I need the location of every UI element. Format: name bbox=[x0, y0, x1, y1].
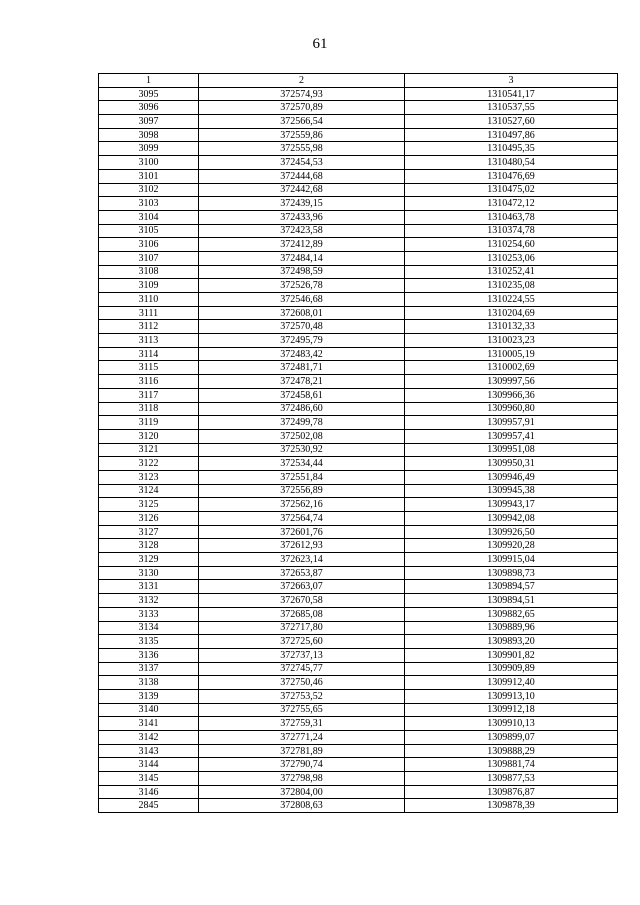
table-row bbox=[99, 621, 618, 635]
table-row bbox=[99, 772, 618, 786]
y-coordinate-cell: 1310480,54 bbox=[405, 156, 618, 170]
x-coordinate-cell: 372790,74 bbox=[199, 758, 405, 772]
table-row bbox=[99, 416, 618, 430]
x-coordinate-cell: 372759,31 bbox=[199, 717, 405, 731]
table-row bbox=[99, 580, 618, 594]
y-coordinate-cell: 1309881,74 bbox=[405, 758, 618, 772]
table-row bbox=[99, 648, 618, 662]
x-coordinate-cell: 372737,13 bbox=[199, 648, 405, 662]
y-coordinate-cell: 1310463,78 bbox=[405, 210, 618, 224]
table-row bbox=[99, 635, 618, 649]
x-coordinate-cell: 372670,58 bbox=[199, 594, 405, 608]
table-row bbox=[99, 279, 618, 293]
y-coordinate-cell: 1309951,08 bbox=[405, 443, 618, 457]
y-coordinate-cell: 1309945,38 bbox=[405, 484, 618, 498]
y-coordinate-cell: 1309913,10 bbox=[405, 689, 618, 703]
y-coordinate-cell: 1310541,17 bbox=[405, 87, 618, 101]
point-number-cell: 3113 bbox=[99, 334, 199, 348]
y-coordinate-cell: 1309957,91 bbox=[405, 416, 618, 430]
point-number-cell: 3132 bbox=[99, 594, 199, 608]
table-row bbox=[99, 758, 618, 772]
point-number-cell: 3112 bbox=[99, 320, 199, 334]
y-coordinate-cell: 1309912,18 bbox=[405, 703, 618, 717]
y-coordinate-cell: 1310023,23 bbox=[405, 334, 618, 348]
x-coordinate-cell: 372564,74 bbox=[199, 512, 405, 526]
y-coordinate-cell: 1309898,73 bbox=[405, 566, 618, 580]
table-row bbox=[99, 566, 618, 580]
table-row bbox=[99, 183, 618, 197]
table-row bbox=[99, 744, 618, 758]
y-coordinate-cell: 1309893,20 bbox=[405, 635, 618, 649]
table-row bbox=[99, 717, 618, 731]
table-row bbox=[99, 251, 618, 265]
x-coordinate-cell: 372685,08 bbox=[199, 607, 405, 621]
x-coordinate-cell: 372439,15 bbox=[199, 197, 405, 211]
table-row bbox=[99, 703, 618, 717]
x-coordinate-cell: 372502,08 bbox=[199, 429, 405, 443]
table-row bbox=[99, 676, 618, 690]
y-coordinate-cell: 1310204,69 bbox=[405, 306, 618, 320]
x-coordinate-cell: 372556,89 bbox=[199, 484, 405, 498]
table-row bbox=[99, 498, 618, 512]
y-coordinate-cell: 1310495,35 bbox=[405, 142, 618, 156]
table-row bbox=[99, 115, 618, 129]
point-number-cell: 3102 bbox=[99, 183, 199, 197]
x-coordinate-cell: 372442,68 bbox=[199, 183, 405, 197]
x-coordinate-cell: 372454,53 bbox=[199, 156, 405, 170]
x-coordinate-cell: 372458,61 bbox=[199, 388, 405, 402]
x-coordinate-cell: 372534,44 bbox=[199, 457, 405, 471]
y-coordinate-cell: 1310472,12 bbox=[405, 197, 618, 211]
x-coordinate-cell: 372498,59 bbox=[199, 265, 405, 279]
table-row bbox=[99, 361, 618, 375]
point-number-cell: 3134 bbox=[99, 621, 199, 635]
point-number-cell: 3137 bbox=[99, 662, 199, 676]
y-coordinate-cell: 1309957,41 bbox=[405, 429, 618, 443]
x-coordinate-cell: 372808,63 bbox=[199, 799, 405, 813]
table-row bbox=[99, 320, 618, 334]
y-coordinate-cell: 1309915,04 bbox=[405, 553, 618, 567]
x-coordinate-cell: 372574,93 bbox=[199, 87, 405, 101]
y-coordinate-cell: 1310253,06 bbox=[405, 251, 618, 265]
x-coordinate-cell: 372608,01 bbox=[199, 306, 405, 320]
x-coordinate-cell: 372555,98 bbox=[199, 142, 405, 156]
point-number-cell: 3127 bbox=[99, 525, 199, 539]
point-number-cell: 3122 bbox=[99, 457, 199, 471]
x-coordinate-cell: 372570,48 bbox=[199, 320, 405, 334]
point-number-cell: 3096 bbox=[99, 101, 199, 115]
y-coordinate-cell: 1310476,69 bbox=[405, 169, 618, 183]
x-coordinate-cell: 372750,46 bbox=[199, 676, 405, 690]
table-row bbox=[99, 169, 618, 183]
y-coordinate-cell: 1309882,65 bbox=[405, 607, 618, 621]
table-row bbox=[99, 539, 618, 553]
point-number-cell: 3143 bbox=[99, 744, 199, 758]
table-row bbox=[99, 210, 618, 224]
y-coordinate-cell: 1309889,96 bbox=[405, 621, 618, 635]
point-number-cell: 3135 bbox=[99, 635, 199, 649]
table-row bbox=[99, 553, 618, 567]
point-number-cell: 3126 bbox=[99, 512, 199, 526]
point-number-cell: 3125 bbox=[99, 498, 199, 512]
point-number-cell: 3120 bbox=[99, 429, 199, 443]
x-coordinate-cell: 372745,77 bbox=[199, 662, 405, 676]
y-coordinate-cell: 1309943,17 bbox=[405, 498, 618, 512]
x-coordinate-cell: 372559,86 bbox=[199, 128, 405, 142]
table-row bbox=[99, 402, 618, 416]
table-row bbox=[99, 484, 618, 498]
point-number-cell: 3131 bbox=[99, 580, 199, 594]
y-coordinate-cell: 1309894,51 bbox=[405, 594, 618, 608]
y-coordinate-cell: 1310497,86 bbox=[405, 128, 618, 142]
table-row bbox=[99, 347, 618, 361]
table-row bbox=[99, 101, 618, 115]
table-row bbox=[99, 265, 618, 279]
table-row bbox=[99, 662, 618, 676]
y-coordinate-cell: 1309920,28 bbox=[405, 539, 618, 553]
table-row bbox=[99, 197, 618, 211]
point-number-cell: 3138 bbox=[99, 676, 199, 690]
y-coordinate-cell: 1309878,39 bbox=[405, 799, 618, 813]
point-number-cell: 3117 bbox=[99, 388, 199, 402]
x-coordinate-cell: 372566,54 bbox=[199, 115, 405, 129]
point-number-cell: 3136 bbox=[99, 648, 199, 662]
x-coordinate-cell: 372755,65 bbox=[199, 703, 405, 717]
x-coordinate-cell: 372717,80 bbox=[199, 621, 405, 635]
table-body bbox=[99, 74, 618, 813]
x-coordinate-cell: 372771,24 bbox=[199, 731, 405, 745]
x-coordinate-cell: 372499,78 bbox=[199, 416, 405, 430]
table-row bbox=[99, 731, 618, 745]
y-coordinate-cell: 1309912,40 bbox=[405, 676, 618, 690]
point-number-cell: 3140 bbox=[99, 703, 199, 717]
y-coordinate-cell: 1309899,07 bbox=[405, 731, 618, 745]
point-number-cell: 3110 bbox=[99, 293, 199, 307]
header-cell-3: 3 bbox=[405, 74, 618, 88]
x-coordinate-cell: 372530,92 bbox=[199, 443, 405, 457]
point-number-cell: 2845 bbox=[99, 799, 199, 813]
table-row bbox=[99, 799, 618, 813]
header-row bbox=[99, 74, 618, 88]
page-number: 61 bbox=[312, 36, 328, 52]
point-number-cell: 3121 bbox=[99, 443, 199, 457]
point-number-cell: 3115 bbox=[99, 361, 199, 375]
x-coordinate-cell: 372412,89 bbox=[199, 238, 405, 252]
x-coordinate-cell: 372478,21 bbox=[199, 375, 405, 389]
x-coordinate-cell: 372423,58 bbox=[199, 224, 405, 238]
point-number-cell: 3098 bbox=[99, 128, 199, 142]
table-row bbox=[99, 470, 618, 484]
y-coordinate-cell: 1310252,41 bbox=[405, 265, 618, 279]
point-number-cell: 3101 bbox=[99, 169, 199, 183]
table-row bbox=[99, 689, 618, 703]
header-cell-2: 2 bbox=[199, 74, 405, 88]
point-number-cell: 3128 bbox=[99, 539, 199, 553]
y-coordinate-cell: 1310224,55 bbox=[405, 293, 618, 307]
point-number-cell: 3107 bbox=[99, 251, 199, 265]
x-coordinate-cell: 372546,68 bbox=[199, 293, 405, 307]
y-coordinate-cell: 1309926,50 bbox=[405, 525, 618, 539]
coordinates-table bbox=[98, 73, 618, 813]
x-coordinate-cell: 372601,76 bbox=[199, 525, 405, 539]
table-row bbox=[99, 87, 618, 101]
point-number-cell: 3124 bbox=[99, 484, 199, 498]
point-number-cell: 3141 bbox=[99, 717, 199, 731]
y-coordinate-cell: 1310235,08 bbox=[405, 279, 618, 293]
point-number-cell: 3139 bbox=[99, 689, 199, 703]
table-row bbox=[99, 375, 618, 389]
point-number-cell: 3130 bbox=[99, 566, 199, 580]
y-coordinate-cell: 1310132,33 bbox=[405, 320, 618, 334]
y-coordinate-cell: 1310374,78 bbox=[405, 224, 618, 238]
point-number-cell: 3145 bbox=[99, 772, 199, 786]
y-coordinate-cell: 1310005,19 bbox=[405, 347, 618, 361]
x-coordinate-cell: 372433,96 bbox=[199, 210, 405, 224]
point-number-cell: 3106 bbox=[99, 238, 199, 252]
x-coordinate-cell: 372483,42 bbox=[199, 347, 405, 361]
y-coordinate-cell: 1309877,53 bbox=[405, 772, 618, 786]
x-coordinate-cell: 372663,07 bbox=[199, 580, 405, 594]
point-number-cell: 3100 bbox=[99, 156, 199, 170]
point-number-cell: 3097 bbox=[99, 115, 199, 129]
point-number-cell: 3108 bbox=[99, 265, 199, 279]
x-coordinate-cell: 372725,60 bbox=[199, 635, 405, 649]
point-number-cell: 3118 bbox=[99, 402, 199, 416]
point-number-cell: 3109 bbox=[99, 279, 199, 293]
y-coordinate-cell: 1309966,36 bbox=[405, 388, 618, 402]
y-coordinate-cell: 1309950,31 bbox=[405, 457, 618, 471]
table-row bbox=[99, 156, 618, 170]
header-cell-1: 1 bbox=[99, 74, 199, 88]
x-coordinate-cell: 372753,52 bbox=[199, 689, 405, 703]
table-row bbox=[99, 594, 618, 608]
table-row bbox=[99, 525, 618, 539]
table-row bbox=[99, 785, 618, 799]
point-number-cell: 3104 bbox=[99, 210, 199, 224]
x-coordinate-cell: 372484,14 bbox=[199, 251, 405, 265]
point-number-cell: 3105 bbox=[99, 224, 199, 238]
x-coordinate-cell: 372562,16 bbox=[199, 498, 405, 512]
point-number-cell: 3142 bbox=[99, 731, 199, 745]
table-row bbox=[99, 443, 618, 457]
x-coordinate-cell: 372612,93 bbox=[199, 539, 405, 553]
y-coordinate-cell: 1309946,49 bbox=[405, 470, 618, 484]
point-number-cell: 3116 bbox=[99, 375, 199, 389]
table-row bbox=[99, 238, 618, 252]
y-coordinate-cell: 1309901,82 bbox=[405, 648, 618, 662]
y-coordinate-cell: 1309888,29 bbox=[405, 744, 618, 758]
x-coordinate-cell: 372526,78 bbox=[199, 279, 405, 293]
x-coordinate-cell: 372486,60 bbox=[199, 402, 405, 416]
table-row bbox=[99, 128, 618, 142]
x-coordinate-cell: 372444,68 bbox=[199, 169, 405, 183]
point-number-cell: 3095 bbox=[99, 87, 199, 101]
table-row bbox=[99, 224, 618, 238]
point-number-cell: 3099 bbox=[99, 142, 199, 156]
y-coordinate-cell: 1309876,87 bbox=[405, 785, 618, 799]
point-number-cell: 3123 bbox=[99, 470, 199, 484]
table-row bbox=[99, 334, 618, 348]
point-number-cell: 3133 bbox=[99, 607, 199, 621]
x-coordinate-cell: 372551,84 bbox=[199, 470, 405, 484]
point-number-cell: 3146 bbox=[99, 785, 199, 799]
x-coordinate-cell: 372570,89 bbox=[199, 101, 405, 115]
table-row bbox=[99, 429, 618, 443]
x-coordinate-cell: 372495,79 bbox=[199, 334, 405, 348]
table-row bbox=[99, 293, 618, 307]
x-coordinate-cell: 372781,89 bbox=[199, 744, 405, 758]
y-coordinate-cell: 1310537,55 bbox=[405, 101, 618, 115]
point-number-cell: 3103 bbox=[99, 197, 199, 211]
point-number-cell: 3119 bbox=[99, 416, 199, 430]
table-row bbox=[99, 306, 618, 320]
x-coordinate-cell: 372798,98 bbox=[199, 772, 405, 786]
y-coordinate-cell: 1310475,02 bbox=[405, 183, 618, 197]
table-row bbox=[99, 607, 618, 621]
table-row bbox=[99, 142, 618, 156]
y-coordinate-cell: 1309997,56 bbox=[405, 375, 618, 389]
x-coordinate-cell: 372623,14 bbox=[199, 553, 405, 567]
y-coordinate-cell: 1309909,89 bbox=[405, 662, 618, 676]
y-coordinate-cell: 1310002,69 bbox=[405, 361, 618, 375]
point-number-cell: 3114 bbox=[99, 347, 199, 361]
x-coordinate-cell: 372481,71 bbox=[199, 361, 405, 375]
x-coordinate-cell: 372804,00 bbox=[199, 785, 405, 799]
point-number-cell: 3129 bbox=[99, 553, 199, 567]
x-coordinate-cell: 372653,87 bbox=[199, 566, 405, 580]
table-row bbox=[99, 512, 618, 526]
table-row bbox=[99, 457, 618, 471]
y-coordinate-cell: 1310254,60 bbox=[405, 238, 618, 252]
table-row bbox=[99, 388, 618, 402]
point-number-cell: 3144 bbox=[99, 758, 199, 772]
y-coordinate-cell: 1310527,60 bbox=[405, 115, 618, 129]
y-coordinate-cell: 1309960,80 bbox=[405, 402, 618, 416]
y-coordinate-cell: 1309910,13 bbox=[405, 717, 618, 731]
y-coordinate-cell: 1309894,57 bbox=[405, 580, 618, 594]
point-number-cell: 3111 bbox=[99, 306, 199, 320]
y-coordinate-cell: 1309942,08 bbox=[405, 512, 618, 526]
